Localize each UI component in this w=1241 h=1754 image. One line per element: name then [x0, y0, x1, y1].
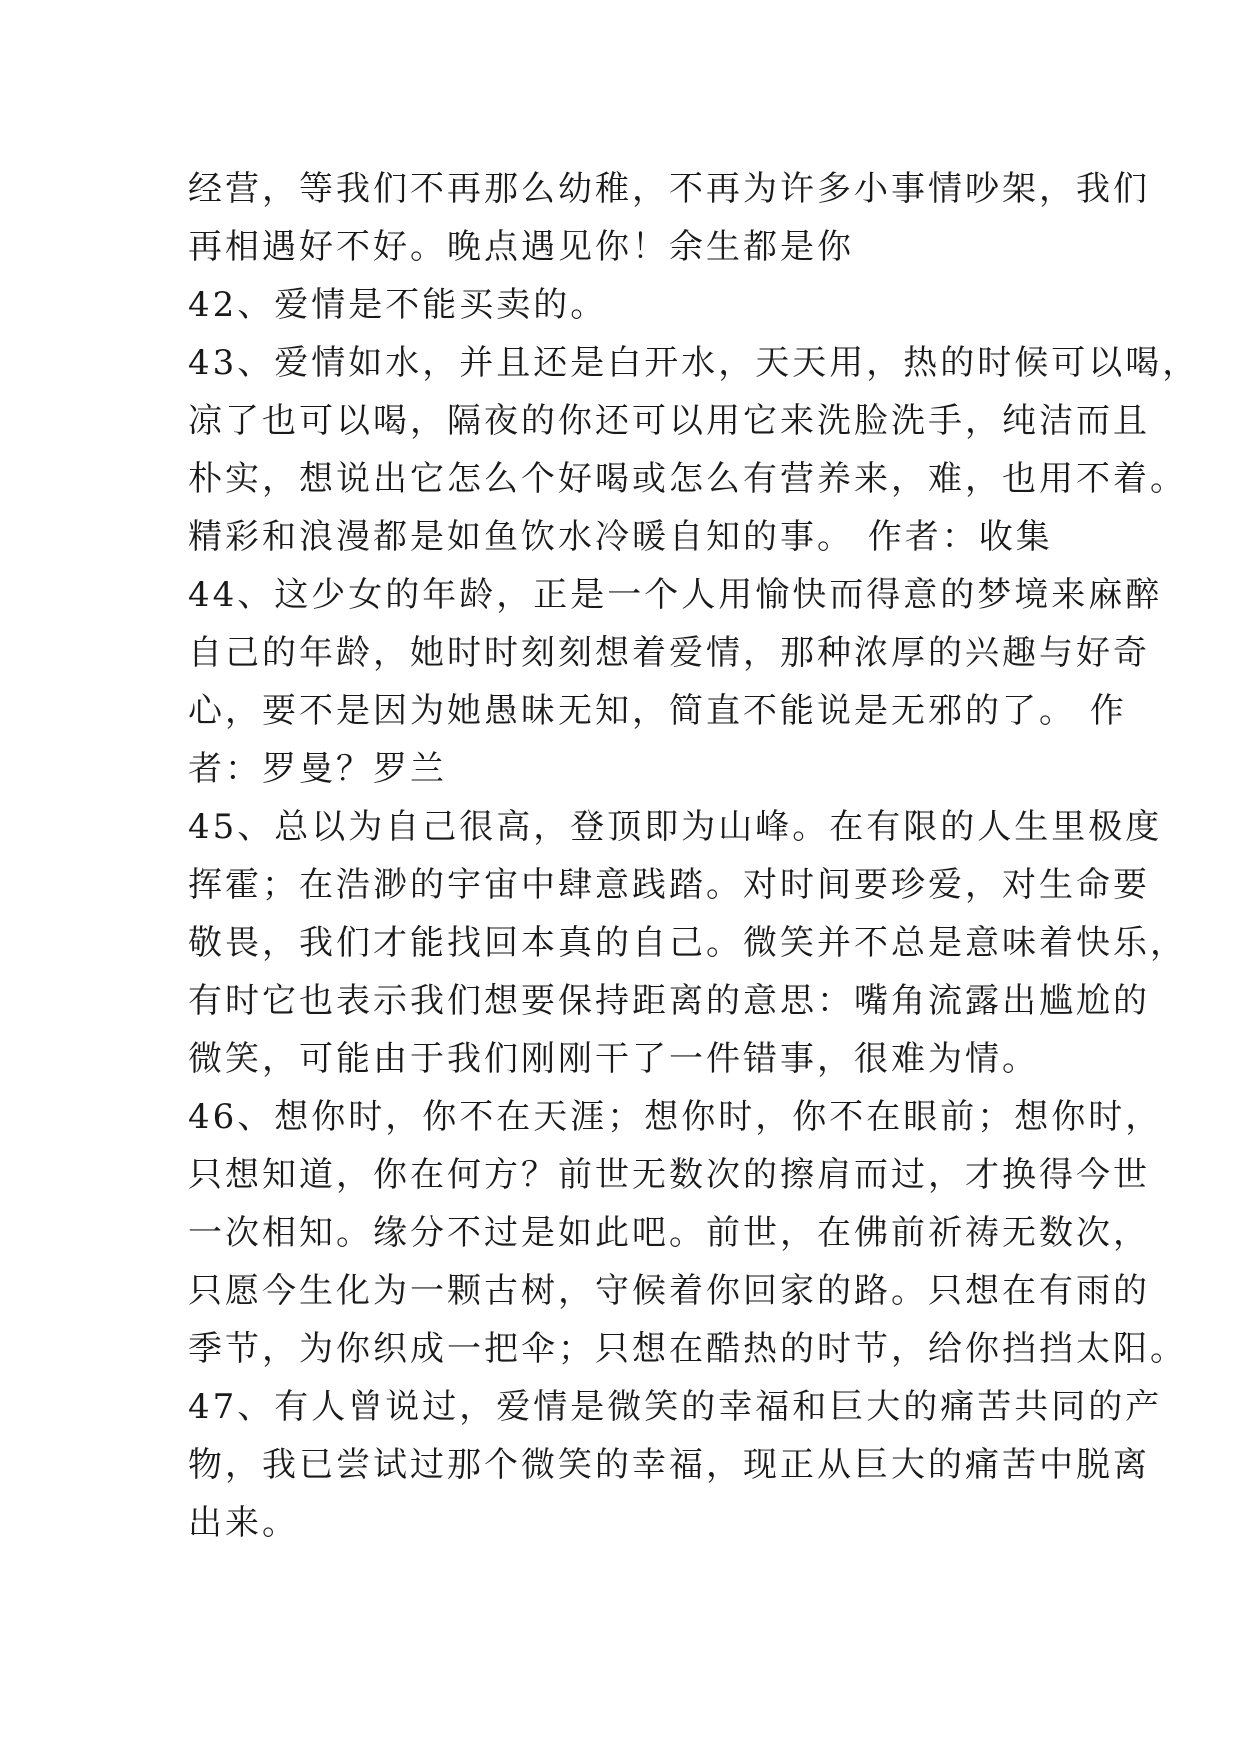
text-line: 43、爱情如水，并且还是白开水，天天用，热的时候可以喝， [188, 343, 1200, 383]
text-line: 自己的年龄，她时时刻刻想着爱情，那种浓厚的兴趣与好奇 [188, 633, 1150, 673]
text-line: 敬畏，我们才能找回本真的自己。微笑并不总是意味着快乐， [188, 923, 1187, 963]
text-line: 者：罗曼？罗兰 [188, 749, 447, 789]
text-line: 只愿今生化为一颗古树，守候着你回家的路。只想在有雨的 [188, 1271, 1150, 1311]
text-line: 只想知道，你在何方？前世无数次的擦肩而过，才换得今世 [188, 1155, 1150, 1195]
text-line: 精彩和浪漫都是如鱼饮水冷暖自知的事。 作者：收集 [188, 517, 1053, 557]
text-line: 出来。 [188, 1503, 299, 1543]
text-line: 心，要不是因为她愚昧无知，简直不能说是无邪的了。 作 [188, 691, 1127, 731]
text-line: 凉了也可以喝，隔夜的你还可以用它来洗脸洗手，纯洁而且 [188, 401, 1150, 441]
text-line: 42、爱情是不能买卖的。 [188, 285, 608, 325]
text-line: 挥霍；在浩渺的宇宙中肆意践踏。对时间要珍爱，对生命要 [188, 865, 1150, 905]
document-body [188, 160, 1200, 1552]
text-line: 季节，为你织成一把伞；只想在酷热的时节，给你挡挡太阳。 [188, 1329, 1187, 1369]
text-line: 44、这少女的年龄，正是一个人用愉快而得意的梦境来麻醉 [188, 575, 1163, 615]
text-line: 46、想你时，你不在天涯；想你时，你不在眼前；想你时， [188, 1097, 1163, 1137]
text-line: 45、总以为自己很高，登顶即为山峰。在有限的人生里极度 [188, 807, 1163, 847]
text-line: 物，我已尝试过那个微笑的幸福，现正从巨大的痛苦中脱离 [188, 1445, 1150, 1485]
text-line: 朴实，想说出它怎么个好喝或怎么有营养来，难，也用不着。 [188, 459, 1187, 499]
text-line: 再相遇好不好。晚点遇见你！余生都是你 [188, 227, 854, 267]
text-line: 一次相知。缘分不过是如此吧。前世，在佛前祈祷无数次， [188, 1213, 1150, 1253]
text-line: 经营，等我们不再那么幼稚，不再为许多小事情吵架，我们 [188, 169, 1150, 209]
text-line: 47、有人曾说过，爱情是微笑的幸福和巨大的痛苦共同的产 [188, 1387, 1163, 1427]
text-line: 微笑，可能由于我们刚刚干了一件错事，很难为情。 [188, 1039, 1039, 1079]
text-line: 有时它也表示我们想要保持距离的意思：嘴角流露出尴尬的 [188, 981, 1150, 1021]
